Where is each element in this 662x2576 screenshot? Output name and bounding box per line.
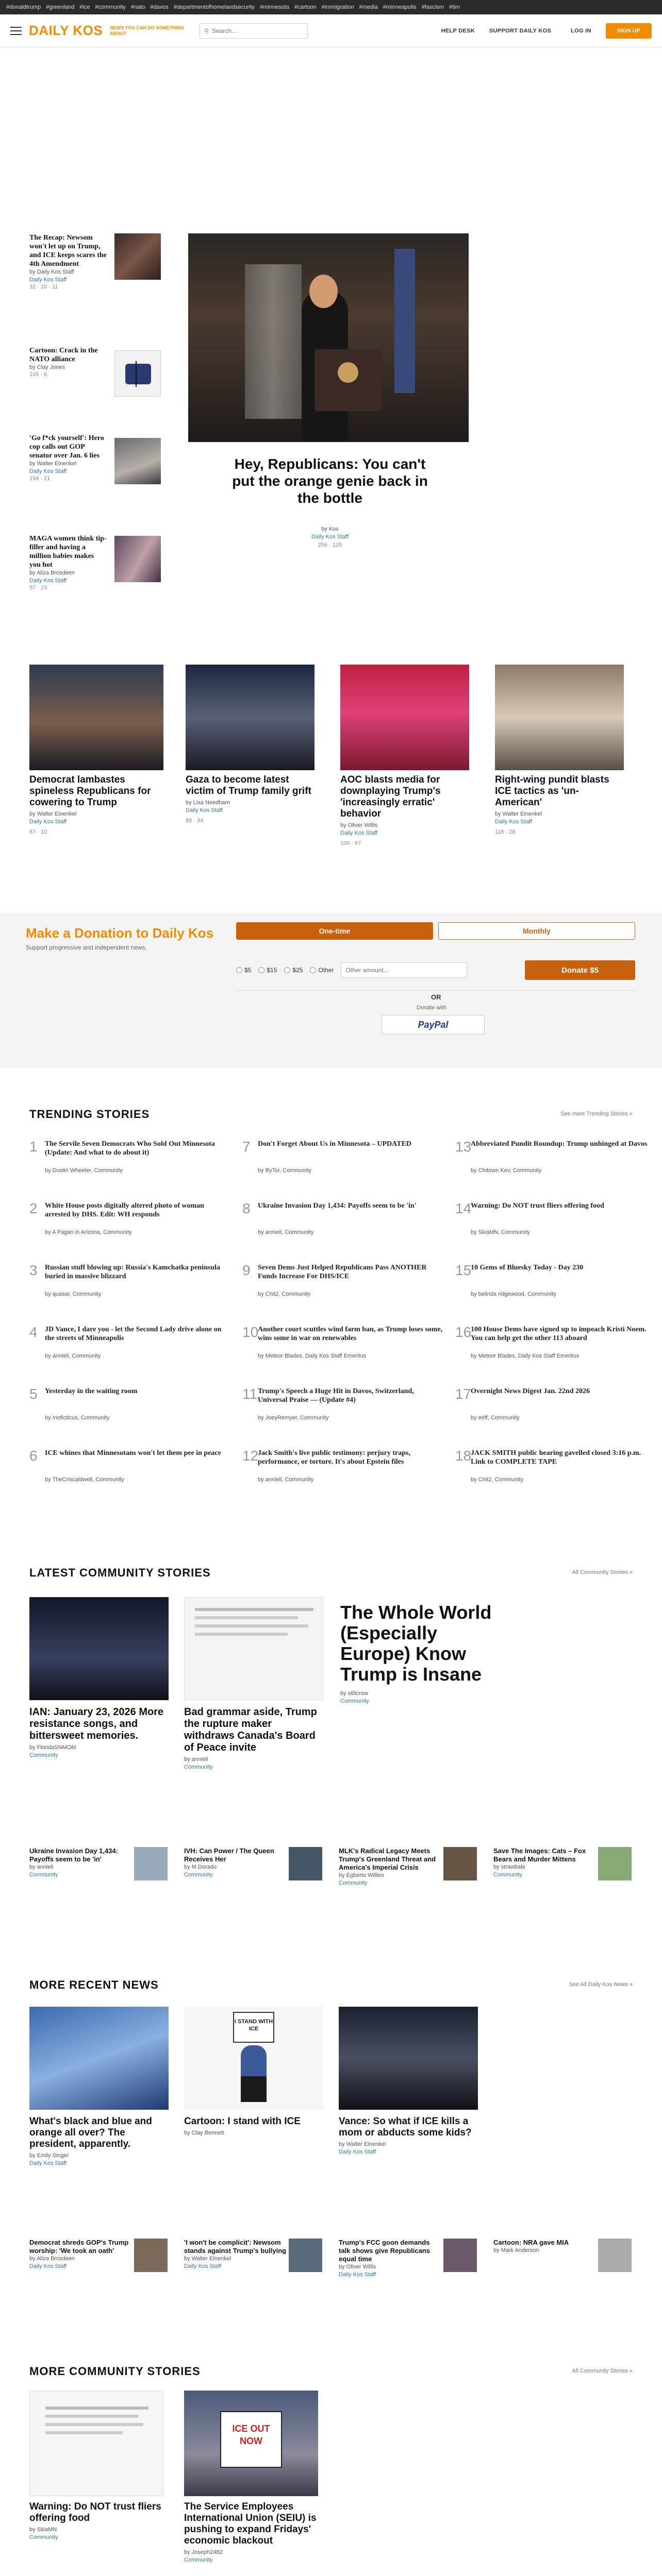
- donate-subtitle: Support progressive and independent news.: [26, 944, 147, 951]
- trend-rank: 10: [242, 1324, 259, 1340]
- story-thumbnail[interactable]: [598, 2239, 632, 2272]
- story-image[interactable]: [186, 665, 315, 770]
- trending-story[interactable]: [455, 1324, 661, 1381]
- tag-link[interactable]: #donaldtrump: [6, 4, 41, 10]
- tag-link[interactable]: #greenland: [46, 4, 75, 10]
- story-image[interactable]: [29, 1597, 169, 1700]
- donate-title: Make a Donation to Daily Kos: [26, 925, 214, 941]
- trend-rank: 16: [455, 1324, 472, 1340]
- protest-sign: ICE OUT NOW: [220, 2411, 282, 2468]
- trend-byline[interactable]: by A Pagan in Arizona, Community: [45, 1229, 132, 1235]
- tag-link[interactable]: #ice: [79, 4, 90, 10]
- hero-byline[interactable]: by Kos: [321, 526, 339, 532]
- divider: [236, 990, 635, 991]
- trend-rank: 8: [242, 1200, 251, 1216]
- onetime-tab[interactable]: One-time: [236, 922, 433, 940]
- trend-title[interactable]: Yesterday in the waiting room: [45, 1387, 138, 1395]
- trend-rank: 14: [455, 1200, 472, 1216]
- trending-story[interactable]: [29, 1324, 236, 1381]
- story-thumbnail[interactable]: [114, 536, 161, 582]
- small-story[interactable]: Save The Images: Cats – Fox Bears and Murder Mittens by strawbale Community: [493, 1847, 586, 1878]
- trending-story[interactable]: [455, 1200, 661, 1257]
- trend-byline[interactable]: by Chit2, Community: [471, 1477, 524, 1483]
- cartoon-image[interactable]: [184, 2007, 323, 2110]
- trend-byline[interactable]: by belinda ridgewood, Community: [471, 1291, 556, 1297]
- trend-title[interactable]: White House posts digitally altered photo of woman arrested by DHS. Edit: WH responds: [45, 1202, 204, 1218]
- help-desk-link[interactable]: HELP DESK: [441, 27, 475, 34]
- trend-byline[interactable]: by Meteor Blades, Daily Kos Staff Emeritus: [471, 1353, 580, 1359]
- trending-story[interactable]: [29, 1262, 236, 1319]
- or-label: OR: [431, 993, 441, 1001]
- amount-radio[interactable]: $15: [258, 967, 277, 974]
- story-image[interactable]: [29, 2007, 169, 2110]
- hero-title[interactable]: Hey, Republicans: You can't put the orange genie back in the bottle: [232, 456, 428, 506]
- signup-button[interactable]: SIGN UP: [606, 23, 652, 39]
- hero-group[interactable]: Daily Kos Staff: [311, 534, 349, 540]
- trend-title[interactable]: The Servile Seven Democrats Who Sold Out Minnesota (Update: And what to do about it): [45, 1140, 215, 1157]
- trend-byline[interactable]: by quasar, Community: [45, 1291, 102, 1297]
- trend-rank: 5: [29, 1386, 38, 1402]
- trend-title[interactable]: Jack Smith's live public testimony: perjury traps, performance, or torture. It's about Epstein files: [258, 1449, 410, 1466]
- trend-rank: 18: [455, 1448, 472, 1464]
- trend-rank: 17: [455, 1386, 472, 1402]
- monthly-tab[interactable]: Monthly: [438, 922, 635, 940]
- trend-title[interactable]: Don't Forget About Us in Minnesota – UPDATED: [258, 1140, 412, 1148]
- trend-title[interactable]: Abbreviated Pundit Roundup: Trump unhinged at Davos: [471, 1140, 648, 1148]
- trend-rank: 2: [29, 1200, 38, 1216]
- story-card[interactable]: Gaza to become latest victim of Trump family grift by Lisa Needham Daily Kos Staff 86 · 34: [186, 665, 315, 824]
- trending-story[interactable]: [29, 1200, 236, 1257]
- hero-meta: 256 · 120: [318, 542, 342, 548]
- trend-byline[interactable]: by Dustin Wheeler, Community: [45, 1167, 123, 1174]
- section-heading: MORE RECENT NEWS: [29, 1978, 159, 1991]
- trend-rank: 1: [29, 1139, 38, 1155]
- donate-button[interactable]: Donate $5: [525, 960, 635, 980]
- story-card[interactable]: Vance: So what if ICE kills a mom or abducts some kids? by Walter Einenkel Daily Kos Staff: [339, 2007, 478, 2156]
- community-section: [0, 1566, 662, 1947]
- story-image[interactable]: [340, 665, 469, 770]
- trend-rank: 13: [455, 1139, 472, 1155]
- trend-byline[interactable]: by annieli, Community: [258, 1477, 314, 1483]
- tag-link[interactable]: #media: [359, 4, 378, 10]
- story-card[interactable]: Bad grammar aside, Trump the rupture maker withdraws Canada's Board of Peace invite by annieli Community: [184, 1597, 323, 1771]
- story-card[interactable]: What's black and blue and orange all over? The president, apparently. by Emily Singer Daily Kos Staff: [29, 2007, 169, 2167]
- story-thumbnail[interactable]: [134, 1847, 168, 1880]
- tag-link[interactable]: #fascism: [421, 4, 444, 10]
- story-image[interactable]: [495, 665, 624, 770]
- small-story[interactable]: Trump's FCC goon demands talk shows give Republicans equal time by Oliver Willis Daily Kos Staff: [339, 2239, 430, 2278]
- story-thumbnail[interactable]: [289, 2239, 322, 2272]
- login-link[interactable]: LOG IN: [571, 27, 591, 34]
- trend-byline[interactable]: by annieli, Community: [45, 1353, 101, 1359]
- story-image[interactable]: [184, 2391, 318, 2496]
- hero-image[interactable]: [188, 233, 469, 442]
- story-card[interactable]: IAN: January 23, 2026 More resistance songs, and bittersweet memories. by FloridaSNMOM Community: [29, 1597, 169, 1759]
- story-card[interactable]: ICE OUT NOW The Service Employees International Union (SEIU) is pushing to expand Fridays' economic blackout by Joseph2482 Community: [184, 2391, 318, 2564]
- trend-byline[interactable]: by SkiaMN, Community: [471, 1229, 530, 1235]
- trending-story[interactable]: [242, 1139, 449, 1195]
- left-story[interactable]: 'Go f*ck yourself': Hero cop calls out GOP senator over Jan. 6 lies by Walter Einenkel Daily Kos Staff 194 · 21: [29, 434, 104, 482]
- tag-link[interactable]: #tim: [449, 4, 460, 10]
- site-tagline: NEWS YOU CAN DO SOMETHING ABOUT: [110, 25, 185, 36]
- small-story[interactable]: Ukraine Invasion Day 1,434: Payoffs seem to be 'in' by annieli Community: [29, 1847, 118, 1878]
- trend-byline[interactable]: by JoeyRemyer, Community: [258, 1415, 329, 1421]
- trend-title[interactable]: Seven Dems Just Helped Republicans Pass ANOTHER Funds Increase For DHS/ICE: [258, 1264, 427, 1280]
- tag-link[interactable]: #cartoon: [294, 4, 317, 10]
- trend-rank: 11: [242, 1386, 258, 1402]
- tag-link[interactable]: #davos: [150, 4, 169, 10]
- section-heading: LATEST COMMUNITY STORIES: [29, 1566, 211, 1579]
- trending-story[interactable]: [242, 1262, 449, 1319]
- see-more-link[interactable]: See All Daily Kos News »: [569, 1981, 633, 1988]
- trending-story[interactable]: [242, 1200, 449, 1257]
- story-thumbnail[interactable]: [289, 1847, 322, 1880]
- story-image[interactable]: [29, 665, 163, 770]
- story-image[interactable]: [184, 1597, 323, 1700]
- trend-byline[interactable]: by Chitown Kev, Community: [471, 1167, 542, 1174]
- donate-with-label: Donate with: [417, 1005, 447, 1011]
- trend-byline[interactable]: by annieli, Community: [258, 1229, 314, 1235]
- trend-title[interactable]: Russian stuff blowing up: Russia's Kamchatka peninsula buried in massive blizzard: [45, 1264, 220, 1280]
- story-card[interactable]: Democrat lambastes spineless Republicans for cowering to Trump by Walter Einenkel Daily Kos Staff 87 · 10: [29, 665, 163, 835]
- amount-options: [236, 962, 467, 978]
- trend-title[interactable]: Warning: Do NOT trust fliers offering food: [471, 1202, 604, 1210]
- tag-link[interactable]: #immigration: [321, 4, 354, 10]
- site-logo[interactable]: DAILY KOS: [29, 23, 103, 38]
- trend-byline[interactable]: by Chit2, Community: [258, 1291, 311, 1297]
- trend-rank: 6: [29, 1448, 38, 1464]
- story-thumbnail[interactable]: [598, 1847, 632, 1880]
- tag-link[interactable]: #minneapolis: [383, 4, 417, 10]
- trend-title[interactable]: ICE whines that Minnesotans won't let them pee in peace: [45, 1449, 221, 1457]
- cartoon-thumbnail[interactable]: [114, 350, 161, 397]
- story-thumbnail[interactable]: [443, 2239, 477, 2272]
- trend-rank: 12: [242, 1448, 259, 1464]
- small-story[interactable]: Democrat shreds GOP's Trump worship: 'We took an oath' by Aliza Brosdeen Daily Kos Staff: [29, 2239, 129, 2269]
- section-heading: TRENDING STORIES: [29, 1108, 150, 1121]
- trend-title[interactable]: Overnight News Digest Jan. 22nd 2026: [471, 1387, 590, 1395]
- amount-radio[interactable]: Other: [310, 967, 334, 974]
- trend-byline[interactable]: by TheCriscaldwell, Community: [45, 1477, 124, 1483]
- story-thumbnail[interactable]: [443, 1847, 477, 1880]
- amount-radio[interactable]: $5: [236, 967, 251, 974]
- tag-link[interactable]: #nato: [130, 4, 145, 10]
- trending-section: [0, 1097, 662, 1561]
- story-card[interactable]: The Whole World (Especially Europe) Know Trump is Insane by stilicrow Community: [340, 1602, 492, 1704]
- story-image[interactable]: [29, 2391, 163, 2496]
- see-more-link[interactable]: All Community Stories »: [572, 2368, 633, 2374]
- trending-story[interactable]: [455, 1386, 661, 1443]
- four-stories-row: [0, 665, 662, 881]
- trending-story[interactable]: [455, 1139, 661, 1195]
- story-card[interactable]: I STAND WITH ICE Cartoon: I stand with ICE by Clay Bennett: [184, 2007, 323, 2137]
- search-icon: ⚲: [204, 27, 209, 35]
- trend-byline[interactable]: by eeff, Community: [471, 1415, 520, 1421]
- donation-panel: [0, 913, 662, 1067]
- cartoon-sign: I STAND WITH ICE: [233, 2012, 274, 2043]
- trend-title[interactable]: JACK SMITH public hearing gavelled closed 3:16 p.m. Link to COMPLETE TAPE: [471, 1449, 641, 1466]
- trend-title[interactable]: JD Vance, I dare you - let the Second Lady drive alone on the streets of Minneapolis: [45, 1326, 222, 1342]
- support-link[interactable]: SUPPORT DAILY KOS: [489, 27, 552, 34]
- trend-rank: 9: [242, 1262, 251, 1278]
- news-section: [0, 1978, 662, 2349]
- trend-rank: 4: [29, 1324, 38, 1340]
- amount-radio[interactable]: $25: [284, 967, 303, 974]
- left-story[interactable]: MAGA women think tip-filler and having a million babies makes you hot by Aliza Brosdeen Daily Kos Staff 57 · 23: [29, 535, 107, 591]
- story-thumbnail[interactable]: [114, 438, 161, 484]
- story-thumbnail[interactable]: [134, 2239, 168, 2272]
- trend-title[interactable]: Trump's Speech a Huge Hit in Davos, Switzerland, Universal Praise — (Update #4): [258, 1387, 414, 1404]
- paypal-button[interactable]: PayPal: [382, 1015, 485, 1035]
- tag-link[interactable]: #community: [95, 4, 126, 10]
- see-more-link[interactable]: All Community Stories »: [572, 1569, 633, 1575]
- trending-story[interactable]: [242, 1448, 449, 1504]
- see-more-link[interactable]: See more Trending Stories »: [560, 1111, 633, 1117]
- story-image[interactable]: [339, 2007, 478, 2110]
- story-card[interactable]: Right-wing pundit blasts ICE tactics as 'un-American' by Walter Einenkel Daily Kos Staff 116 · 28: [495, 665, 624, 835]
- tag-link[interactable]: #minnesota: [260, 4, 289, 10]
- section-heading: MORE COMMUNITY STORIES: [29, 2365, 201, 2378]
- trending-story[interactable]: [29, 1448, 236, 1504]
- trend-byline[interactable]: by Meteor Blades, Daily Kos Staff Emeritus: [258, 1353, 367, 1359]
- small-story[interactable]: Cartoon: NRA gave MIA by Mark Anderson: [493, 2239, 569, 2253]
- tag-link[interactable]: #departmentofhomelandsecurity: [173, 4, 255, 10]
- trend-rank: 7: [242, 1139, 251, 1155]
- story-card[interactable]: Warning: Do NOT trust fliers offering food by SkiaMN Community: [29, 2391, 163, 2541]
- trending-story[interactable]: [242, 1386, 449, 1443]
- trend-byline[interactable]: by Inoficticus, Community: [45, 1415, 110, 1421]
- story-thumbnail[interactable]: [114, 233, 161, 280]
- top-section: [0, 0, 662, 670]
- trending-story[interactable]: [242, 1324, 449, 1381]
- trend-byline[interactable]: by ByTor, Community: [258, 1167, 311, 1174]
- left-story[interactable]: Cartoon: Crack in the NATO alliance by Clay Jones 104 · 6: [29, 347, 98, 378]
- trend-rank: 15: [455, 1262, 472, 1278]
- trending-story[interactable]: [455, 1448, 661, 1504]
- trend-title[interactable]: Ukraine Invasion Day 1,434: Payoffs seem to be 'in': [258, 1202, 417, 1210]
- trending-story[interactable]: [29, 1139, 236, 1195]
- trend-title[interactable]: 10 Gems of Bluesky Today - Day 230: [471, 1264, 584, 1272]
- trend-title[interactable]: Another court scuttles wind farm ban, as Trump loses some, wins some in war on renewables: [258, 1326, 443, 1342]
- left-story[interactable]: The Recap: Newsom won't let up on Trump, and ICE keeps scares the 4th Amendment by Daily Kos Staff Daily Kos Staff 32 · 20 · 11: [29, 234, 107, 290]
- trend-title[interactable]: 100 House Dems have signed up to impeach Kristi Noem. You can help get the other 113 aboard: [471, 1326, 647, 1342]
- small-story[interactable]: IVH: Can Power / The Queen Receives Her by M Dorado Community: [184, 1847, 274, 1878]
- more-community-section: [0, 2365, 662, 2576]
- trend-rank: 3: [29, 1262, 38, 1278]
- trending-story[interactable]: [29, 1386, 236, 1443]
- other-amount-input[interactable]: [341, 962, 467, 978]
- small-story[interactable]: MLK's Radical Legacy Meets Trump's Greenland Threat and America's Imperial Crisis by Egberto Willies Community: [339, 1847, 436, 1886]
- story-card[interactable]: AOC blasts media for downplaying Trump's 'increasingly erratic' behavior by Oliver Willis Daily Kos Staff 100 · 67: [340, 665, 469, 846]
- small-story[interactable]: 'I won't be complicit': Newsom stands against Trump's bullying by Walter Einenkel Daily Kos Staff: [184, 2239, 287, 2269]
- trending-story[interactable]: [455, 1262, 661, 1319]
